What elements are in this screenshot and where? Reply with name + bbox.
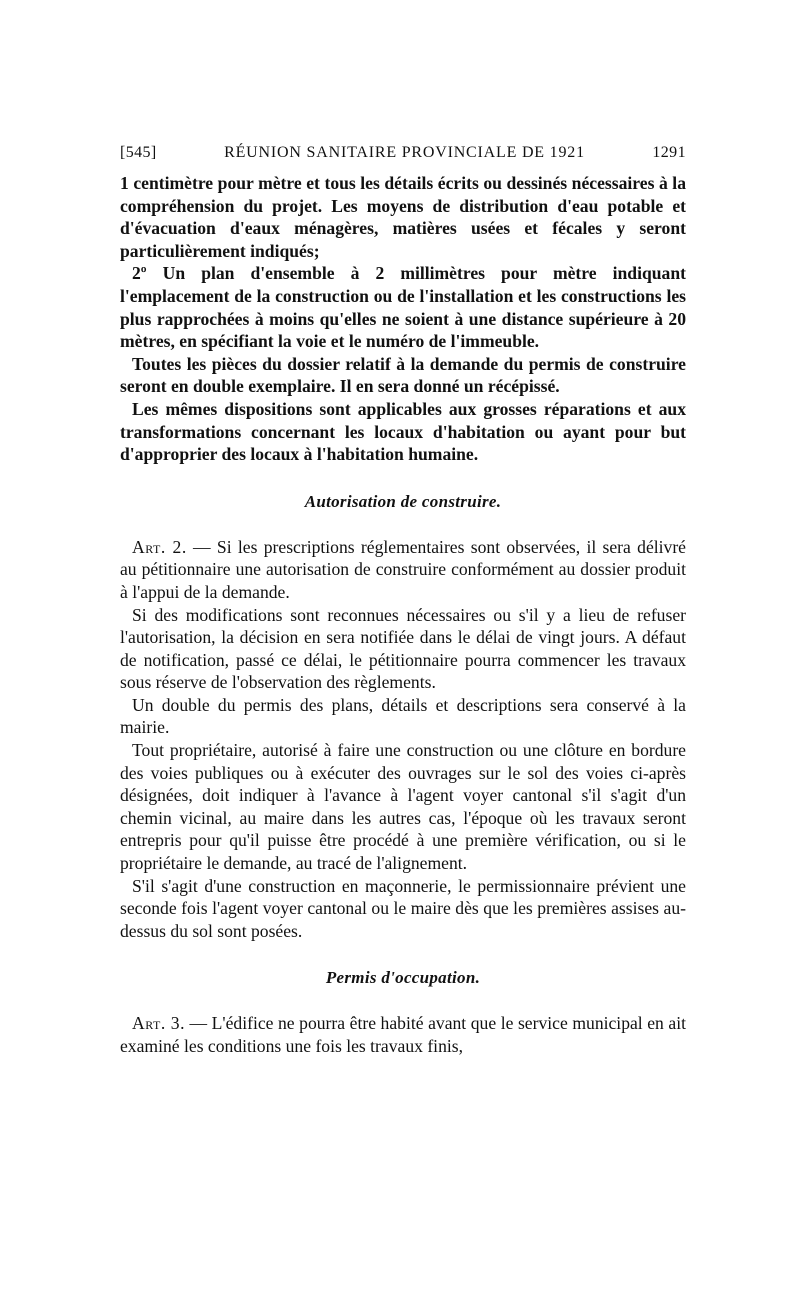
article-paragraph bbox=[120, 1012, 686, 1057]
body-text bbox=[120, 172, 686, 1058]
running-title: RÉUNION SANITAIRE PROVINCIALE DE 1921 bbox=[224, 144, 585, 161]
paragraph: 1 centimètre pour mètre et tous les détails écrits ou dessinés nécessaires à la compréhension du projet. Les moyens de distribution d'eau potable et d'évacuation d'eaux ménagères, matières usées et fécales y seront particulièrement indiqués; bbox=[120, 173, 686, 261]
paragraph: S'il s'agit d'une construction en maçonnerie, le permissionnaire prévient une seconde fois l'agent voyer cantonal ou le maire dès que les premières assises au-dessus du sol sont posées. bbox=[120, 875, 686, 941]
article-text: — L'édifice ne pourra être habité avant que le service municipal en ait examiné les conditions une fois les travaux finis, bbox=[120, 1013, 686, 1056]
paragraph: 2º Un plan d'ensemble à 2 millimètres pour mètre indiquant l'emplacement de la construction ou de l'installation et les constructions les plus rapprochées à moins qu'elles ne soient à une distance supérieure à 20 mètres, en spécifiant la voie et le numéro de l'immeuble. bbox=[120, 263, 686, 352]
paragraph: Si des modifications sont reconnues nécessaires ou s'il y a lieu de refuser l'autorisation, la décision en sera notifiée dans le délai de vingt jours. A défaut de notification, passé ce délai, le pétitionnaire pourra commencer les travaux sous réserve de l'observation des règlements. bbox=[120, 604, 686, 693]
page-number: 1291 bbox=[652, 144, 686, 161]
section-heading: Autorisation de construire. bbox=[304, 491, 502, 511]
bracket-page-ref: [545] bbox=[120, 144, 157, 161]
running-header bbox=[120, 144, 686, 168]
paragraph: Tout propriétaire, autorisé à faire une construction ou une clôture en bordure des voies publiques ou à exécuter des ouvrages sur le sol des voies ci-après désignées, doit indiquer à l'avance à l'agent voyer cantonal s'il s'agit d'un chemin vicinal, au maire dans les autres cas, l'époque où les travaux seront entrepris pour qu'il puisse être procédé à une première vérification, ou si le propriétaire le demande, au tracé de l'alignement. bbox=[120, 740, 686, 874]
article-label: Art. 2. bbox=[132, 536, 187, 557]
article-text: — Si les prescriptions réglementaires sont observées, il sera délivré au pétitionnaire une autorisation de construire conformément au dossier produit à l'appui de la demande. bbox=[120, 536, 686, 602]
article-paragraph bbox=[120, 536, 686, 604]
section-heading: Permis d'occupation. bbox=[325, 968, 481, 988]
article-label: Art. 3. bbox=[132, 1013, 185, 1034]
paragraph: Les mêmes dispositions sont applicables aux grosses réparations et aux transformations concernant les locaux d'habitation ou ayant pour but d'approprier des locaux à l'habitation humaine. bbox=[120, 398, 686, 465]
document-page bbox=[120, 144, 686, 1058]
paragraph: Un double du permis des plans, détails et descriptions sera conservé à la mairie. bbox=[120, 694, 686, 738]
paragraph: Toutes les pièces du dossier relatif à la demande du permis de construire seront en double exemplaire. Il en sera donné un récépissé. bbox=[120, 353, 686, 397]
